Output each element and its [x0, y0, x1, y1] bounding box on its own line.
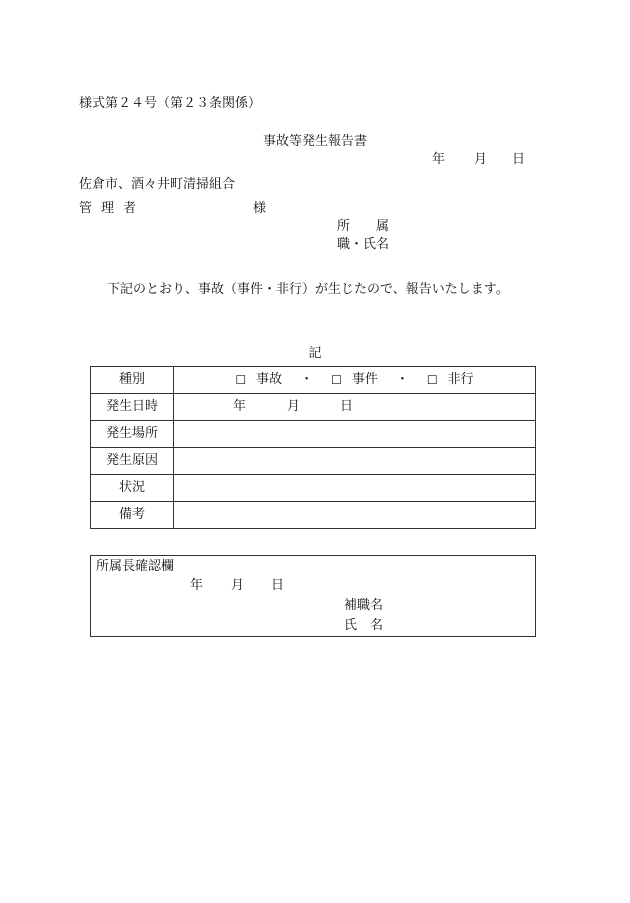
separator: ・	[300, 372, 314, 387]
row-label-type: 種別	[91, 367, 174, 394]
date-month-label: 月	[474, 152, 488, 167]
type-options-cell	[174, 367, 536, 394]
checkbox-icon[interactable]: ☐	[331, 373, 342, 387]
confirm-name-label: 氏 名	[344, 618, 384, 633]
checkbox-icon[interactable]: ☐	[235, 373, 247, 387]
manager-honorific: 様	[253, 201, 267, 216]
remarks-cell[interactable]	[174, 502, 536, 529]
row-label-datetime: 発生日時	[91, 394, 174, 421]
confirm-day-label: 日	[271, 578, 285, 593]
row-label-place: 発生場所	[91, 421, 174, 448]
table-row	[91, 421, 536, 448]
ki-heading: 記	[308, 346, 322, 361]
table-row	[91, 475, 536, 502]
report-body-text: 下記のとおり、事故（事件・非行）が生じたので、報告いたします。	[107, 282, 509, 297]
form-number: 様式第２４号（第２３条関係）	[79, 96, 262, 111]
manager-label: 管理者	[79, 201, 146, 216]
type-option-label: 非行	[447, 372, 474, 387]
separator: ・	[395, 372, 409, 387]
type-option-accident[interactable]	[235, 372, 282, 388]
datetime-month-label: 月	[287, 399, 301, 414]
reporter-affiliation-label: 所 属	[337, 219, 390, 234]
supervisor-confirmation-box	[90, 555, 536, 637]
table-row	[91, 502, 536, 529]
document-title: 事故等発生報告書	[262, 134, 367, 149]
confirm-job-label: 補職名	[344, 598, 384, 613]
checkbox-icon[interactable]: ☐	[426, 373, 438, 387]
situation-cell[interactable]	[174, 475, 536, 502]
datetime-year-label: 年	[233, 399, 247, 414]
confirm-title: 所属長確認欄	[96, 559, 175, 574]
type-option-label: 事故	[256, 372, 283, 387]
date-year-label: 年	[432, 152, 446, 167]
confirm-year-label: 年	[190, 578, 204, 593]
confirm-month-label: 月	[231, 578, 245, 593]
reporter-job-name-label: 職・氏名	[337, 237, 390, 252]
table-row	[91, 448, 536, 475]
table-row	[91, 394, 536, 421]
row-label-situation: 状況	[91, 475, 174, 502]
date-day-label: 日	[512, 152, 526, 167]
table-row	[91, 367, 536, 394]
row-label-cause: 発生原因	[91, 448, 174, 475]
datetime-cell[interactable]	[174, 394, 536, 421]
addressee: 佐倉市、酒々井町清掃組合	[79, 177, 236, 192]
type-option-misconduct[interactable]	[427, 372, 474, 388]
type-option-label: 事件	[351, 372, 378, 387]
datetime-day-label: 日	[340, 399, 354, 414]
row-label-remarks: 備考	[91, 502, 174, 529]
place-cell[interactable]	[174, 421, 536, 448]
cause-cell[interactable]	[174, 448, 536, 475]
type-option-incident[interactable]	[331, 372, 378, 388]
incident-table	[90, 366, 536, 529]
